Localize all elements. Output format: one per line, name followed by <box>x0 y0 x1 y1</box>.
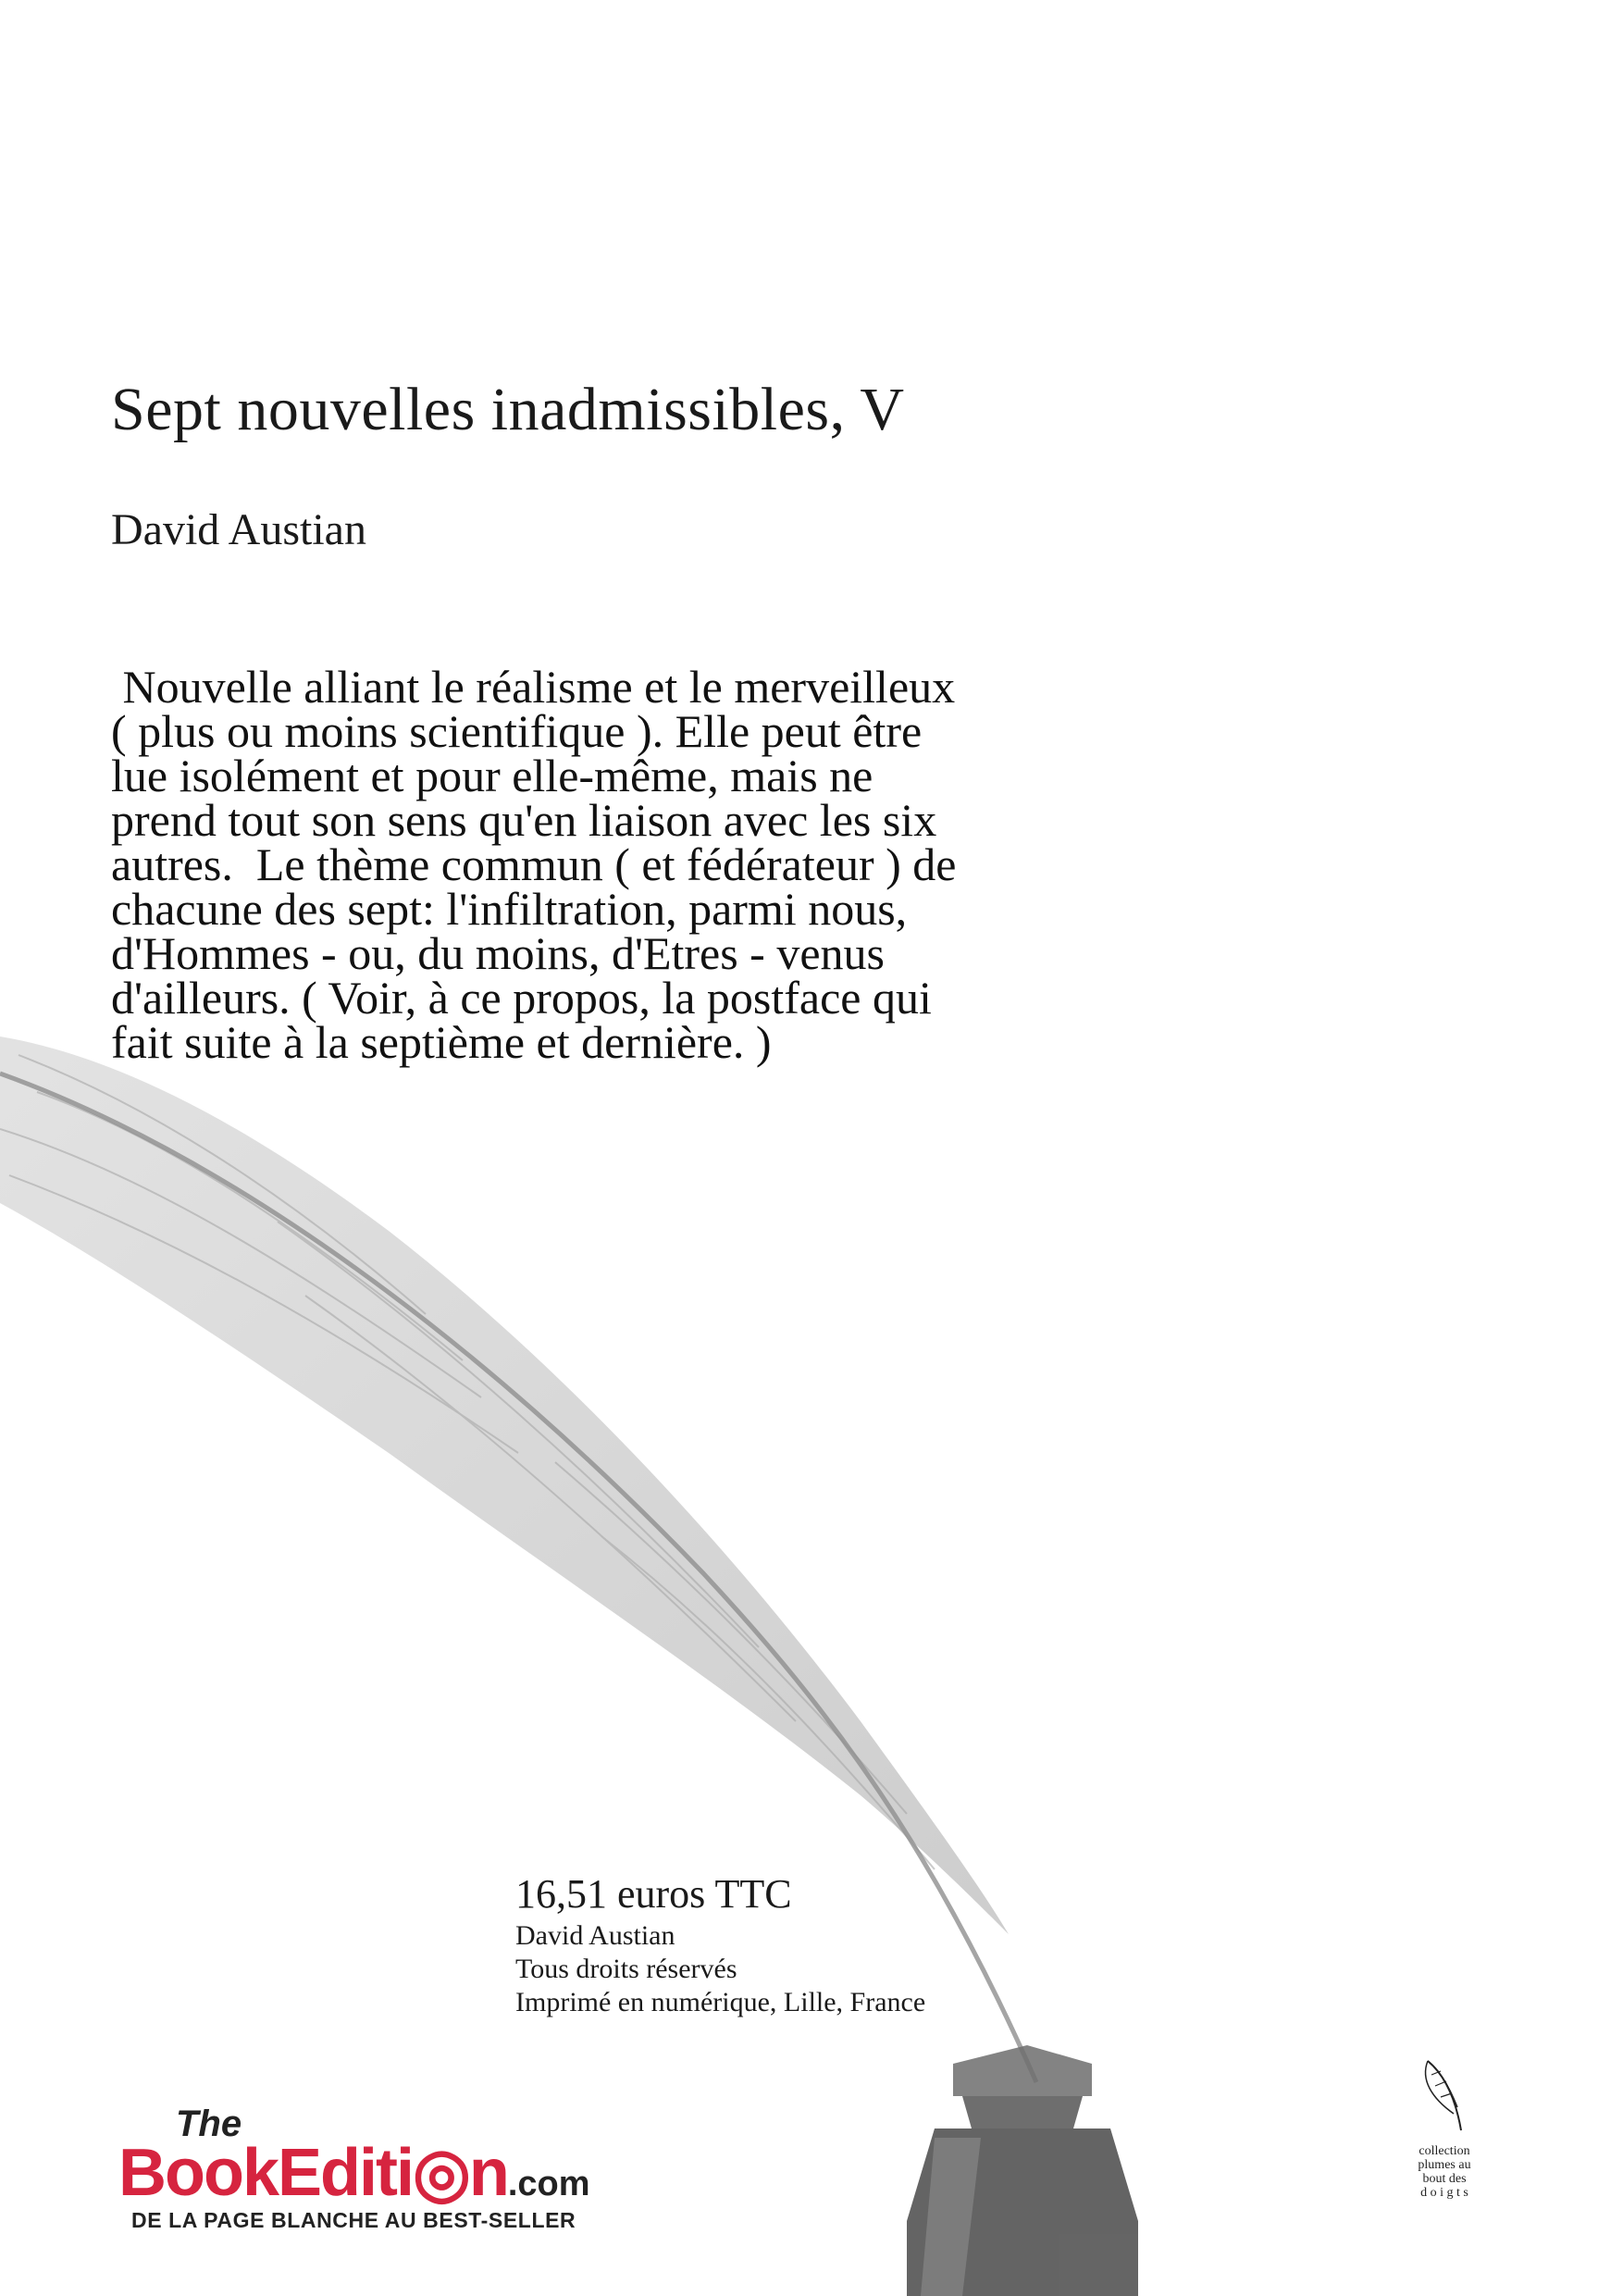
blurb-line: fait suite à la septième et dernière. ) <box>111 1016 772 1068</box>
logo-feather-o: ◎ <box>413 2136 469 2210</box>
price-label: 16,51 euros TTC <box>515 1871 792 1917</box>
imprint-author: David Austian <box>515 1920 675 1951</box>
logo-the: The <box>176 2104 242 2144</box>
imprint-printing: Imprimé en numérique, Lille, France <box>515 1987 926 2017</box>
collection-line: plumes au <box>1418 2158 1471 2172</box>
collection-mark <box>1394 2056 1495 2200</box>
collection-line: collection <box>1419 2144 1470 2158</box>
blurb-line: d'ailleurs. ( Voir, à ce propos, la postface qui <box>111 972 932 1024</box>
publisher-tagline: DE LA PAGE BLANCHE AU BEST-SELLER <box>131 2208 576 2232</box>
book-author: David Austian <box>111 505 366 554</box>
feather-icon <box>1417 2056 1472 2140</box>
imprint-rights: Tous droits réservés <box>515 1954 737 1984</box>
blurb-line: lue isolément et pour elle-même, mais ne <box>111 750 873 801</box>
logo-bookedition: BookEditi◎n.com <box>118 2136 590 2210</box>
collection-text <box>1394 2144 1495 2200</box>
blurb-line: autres. Le thème commun ( et fédérateur ) de <box>111 838 957 890</box>
publisher-logo <box>118 2101 674 2221</box>
blurb-line: d'Hommes - ou, du moins, d'Etres - venus <box>111 927 885 979</box>
blurb-line: chacune des sept: l'infiltration, parmi nous, <box>111 883 908 935</box>
imprint-block <box>515 1869 925 2019</box>
book-blurb <box>111 661 1268 1068</box>
collection-line: bout des <box>1422 2172 1467 2186</box>
blurb-line: prend tout son sens qu'en liaison avec les six <box>111 794 937 846</box>
blurb-line: ( plus ou moins scientifique ). Elle peut être <box>111 705 923 757</box>
blurb-line: Nouvelle alliant le réalisme et le merveilleux <box>111 661 956 713</box>
collection-line: d o i g t s <box>1420 2186 1468 2200</box>
book-title: Sept nouvelles inadmissibles, V <box>111 376 905 443</box>
